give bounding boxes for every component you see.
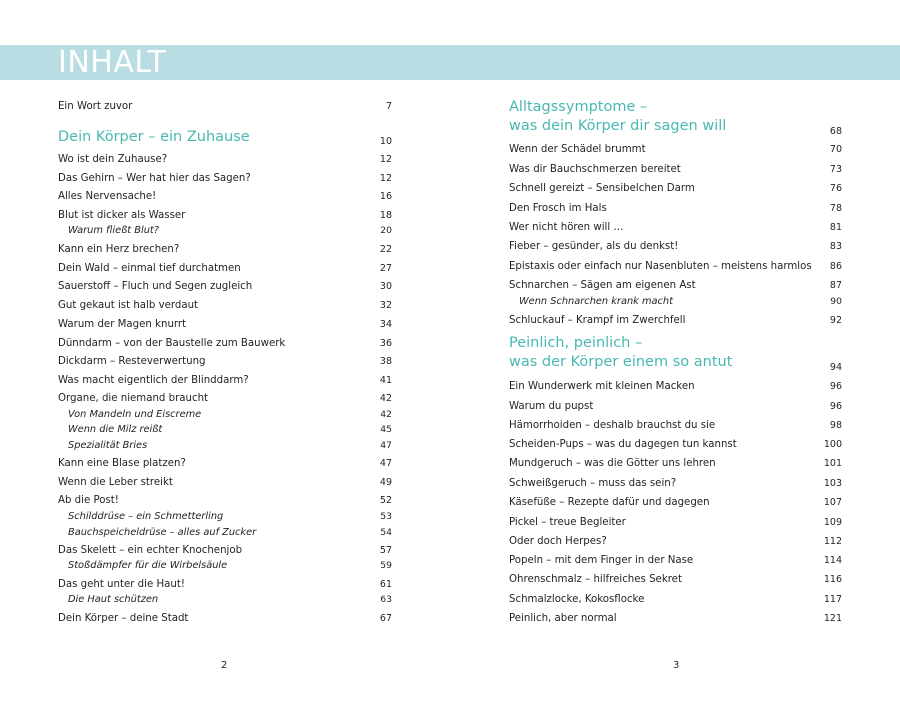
entry-title: Kann eine Blase platzen?	[58, 458, 186, 469]
toc-subentry	[58, 225, 392, 237]
toc-entry	[58, 545, 392, 557]
toc-entry	[58, 375, 392, 387]
entry-title: Epistaxis oder einfach nur Nasenbluten – meistens harmlos	[509, 261, 812, 272]
toc-entry	[509, 439, 842, 451]
entry-title: Wer nicht hören will …	[509, 222, 624, 233]
toc-entry	[58, 244, 392, 256]
entry-page: 107	[823, 497, 842, 508]
toc-entry	[509, 497, 842, 509]
toc-entry	[509, 203, 842, 215]
toc-entry	[509, 315, 842, 327]
toc-entry	[509, 517, 842, 529]
toc-entry	[58, 579, 392, 591]
entry-page: 117	[823, 594, 842, 605]
toc-entry	[509, 555, 842, 567]
entry-page: 92	[829, 315, 842, 326]
section-title-line2: was der Körper einem so antut	[509, 354, 733, 370]
section-page: 68	[829, 126, 842, 137]
toc-entry	[509, 458, 842, 470]
entry-page: 116	[823, 574, 842, 585]
toc-entry	[509, 183, 842, 195]
entry-title: Das Gehirn – Wer hat hier das Sagen?	[58, 173, 251, 184]
toc-subentry	[58, 560, 392, 572]
section-title-line1: Alltagssymptome –	[509, 99, 648, 115]
entry-page: 109	[823, 517, 842, 528]
entry-page: 42	[379, 393, 392, 404]
page-number-left: 2	[221, 660, 228, 671]
section-title: Dein Körper – ein Zuhause	[58, 129, 250, 145]
entry-page: 70	[829, 144, 842, 155]
entry-page: 12	[379, 154, 392, 165]
toc-entry	[58, 191, 392, 203]
toc-entry	[509, 478, 842, 490]
toc-entry	[509, 574, 842, 586]
entry-page: 81	[829, 222, 842, 233]
toc-entry	[509, 241, 842, 253]
toc-entry	[509, 381, 842, 393]
entry-title: Wenn Schnarchen krank macht	[519, 296, 673, 307]
entry-page: 45	[380, 424, 392, 435]
entry-title: Das Skelett – ein echter Knochenjob	[58, 545, 243, 556]
entry-title: Schnell gereizt – Sensibelchen Darm	[509, 183, 695, 194]
section-title-line1: Peinlich, peinlich –	[509, 335, 643, 351]
entry-title: Was macht eigentlich der Blinddarm?	[58, 375, 249, 386]
toc-entry	[509, 280, 842, 292]
entry-title: Wo ist dein Zuhause?	[58, 154, 168, 165]
toc-entry	[58, 154, 392, 166]
entry-title: Wenn der Schädel brummt	[509, 144, 646, 155]
toc-section-heading	[58, 128, 392, 147]
entry-page: 103	[823, 478, 842, 489]
entry-page: 121	[823, 613, 842, 624]
entry-title: Dein Wald – einmal tief durchatmen	[58, 263, 241, 274]
entry-page: 32	[379, 300, 392, 311]
toc-entry	[58, 281, 392, 293]
entry-title: Pickel – treue Begleiter	[509, 517, 626, 528]
entry-title: Dein Körper – deine Stadt	[58, 613, 189, 624]
toc-entry	[509, 164, 842, 176]
toc-entry	[58, 319, 392, 331]
entry-title: Fieber – gesünder, als du denkst!	[509, 241, 679, 252]
entry-title: Alles Nervensache!	[58, 191, 157, 202]
entry-title: Warum fließt Blut?	[68, 225, 159, 236]
entry-title: Popeln – mit dem Finger in der Nase	[509, 555, 694, 566]
entry-title: Das geht unter die Haut!	[58, 579, 185, 590]
entry-title: Käsefüße – Rezepte dafür und dagegen	[509, 497, 710, 508]
page-number-right: 3	[673, 660, 680, 671]
toc-entry	[509, 420, 842, 432]
entry-title: Ein Wunderwerk mit kleinen Macken	[509, 381, 695, 392]
entry-title: Was dir Bauchschmerzen bereitet	[509, 164, 681, 175]
entry-title: Schilddrüse – ein Schmetterling	[68, 511, 224, 522]
toc-entry	[58, 300, 392, 312]
toc-entry	[58, 101, 392, 113]
entry-page: 100	[823, 439, 842, 450]
entry-title: Schweißgeruch – muss das sein?	[509, 478, 677, 489]
entry-page: 67	[379, 613, 392, 624]
toc-entry	[58, 263, 392, 275]
entry-title: Scheiden-Pups – was du dagegen tun kannst	[509, 439, 737, 450]
toc-entry	[509, 594, 842, 606]
toc-section-heading	[509, 334, 842, 372]
entry-page: 42	[380, 409, 392, 420]
entry-title: Wenn die Milz reißt	[68, 424, 163, 435]
toc-entry	[58, 613, 392, 625]
entry-page: 87	[829, 280, 842, 291]
entry-page: 47	[380, 440, 392, 451]
entry-page: 83	[829, 241, 842, 252]
entry-title: Bauchspeicheldrüse – alles auf Zucker	[68, 527, 257, 538]
entry-page: 22	[379, 244, 392, 255]
entry-page: 7	[385, 101, 392, 112]
toc-entry	[58, 458, 392, 470]
entry-title: Sauerstoff – Fluch und Segen zugleich	[58, 281, 253, 292]
entry-page: 47	[379, 458, 392, 469]
entry-page: 54	[380, 527, 392, 538]
entry-page: 38	[379, 356, 392, 367]
toc-entry	[58, 477, 392, 489]
entry-title: Schmalzlocke, Kokosflocke	[509, 594, 645, 605]
entry-page: 98	[829, 420, 842, 431]
toc-entry	[58, 210, 392, 222]
toc-entry	[509, 222, 842, 234]
entry-title: Gut gekaut ist halb verdaut	[58, 300, 199, 311]
toc-entry	[509, 261, 842, 273]
entry-page: 20	[380, 225, 392, 236]
entry-title: Von Mandeln und Eiscreme	[68, 409, 202, 420]
entry-page: 34	[379, 319, 392, 330]
entry-title: Schnarchen – Sägen am eigenen Ast	[509, 280, 696, 291]
entry-title: Warum du pupst	[509, 401, 594, 412]
toc-entry	[58, 495, 392, 507]
entry-page: 49	[379, 477, 392, 488]
entry-page: 73	[829, 164, 842, 175]
entry-page: 114	[823, 555, 842, 566]
entry-title: Schluckauf – Krampf im Zwerchfell	[509, 315, 686, 326]
entry-page: 16	[379, 191, 392, 202]
entry-title: Stoßdämpfer für die Wirbelsäule	[68, 560, 228, 571]
entry-title: Peinlich, aber normal	[509, 613, 617, 624]
entry-title: Ein Wort zuvor	[58, 101, 133, 112]
section-title-line2: was dein Körper dir sagen will	[509, 118, 727, 134]
entry-page: 96	[829, 381, 842, 392]
toc-entry	[58, 356, 392, 368]
entry-title: Die Haut schützen	[68, 594, 159, 605]
entry-page: 78	[829, 203, 842, 214]
toc-subentry	[58, 424, 392, 436]
toc-entry	[509, 613, 842, 625]
entry-page: 27	[379, 263, 392, 274]
entry-page: 30	[379, 281, 392, 292]
entry-page: 36	[379, 338, 392, 349]
entry-page: 112	[823, 536, 842, 547]
entry-title: Ab die Post!	[58, 495, 119, 506]
toc-section-heading	[509, 98, 842, 136]
entry-page: 41	[379, 375, 392, 386]
entry-title: Den Frosch im Hals	[509, 203, 607, 214]
toc-subentry	[509, 296, 842, 308]
entry-page: 101	[823, 458, 842, 469]
entry-page: 86	[829, 261, 842, 272]
entry-page: 90	[830, 296, 842, 307]
toc-subentry	[58, 511, 392, 523]
toc-entry	[58, 393, 392, 405]
entry-page: 52	[379, 495, 392, 506]
toc-entry	[58, 338, 392, 350]
toc-entry	[509, 401, 842, 413]
entry-page: 96	[829, 401, 842, 412]
entry-page: 63	[380, 594, 392, 605]
entry-title: Ohrenschmalz – hilfreiches Sekret	[509, 574, 682, 585]
entry-title: Warum der Magen knurrt	[58, 319, 187, 330]
entry-page: 12	[379, 173, 392, 184]
entry-title: Hämorrhoiden – deshalb brauchst du sie	[509, 420, 716, 431]
entry-title: Organe, die niemand braucht	[58, 393, 209, 404]
entry-title: Spezialität Bries	[68, 440, 148, 451]
page-title: INHALT	[58, 45, 167, 80]
entry-page: 57	[379, 545, 392, 556]
entry-title: Kann ein Herz brechen?	[58, 244, 180, 255]
entry-page: 59	[380, 560, 392, 571]
toc-subentry	[58, 527, 392, 539]
toc-entry	[509, 536, 842, 548]
section-page: 10	[379, 136, 392, 147]
toc-subentry	[58, 440, 392, 452]
entry-title: Dünndarm – von der Baustelle zum Bauwerk	[58, 338, 286, 349]
entry-title: Wenn die Leber streikt	[58, 477, 173, 488]
section-page: 94	[829, 362, 842, 373]
toc-subentry	[58, 409, 392, 421]
entry-title: Dickdarm – Resteverwertung	[58, 356, 206, 367]
entry-title: Oder doch Herpes?	[509, 536, 607, 547]
entry-page: 18	[379, 210, 392, 221]
toc-entry	[58, 173, 392, 185]
toc-entry	[509, 144, 842, 156]
entry-page: 61	[379, 579, 392, 590]
toc-subentry	[58, 594, 392, 606]
entry-page: 53	[380, 511, 392, 522]
entry-page: 76	[829, 183, 842, 194]
entry-title: Blut ist dicker als Wasser	[58, 210, 186, 221]
entry-title: Mundgeruch – was die Götter uns lehren	[509, 458, 716, 469]
